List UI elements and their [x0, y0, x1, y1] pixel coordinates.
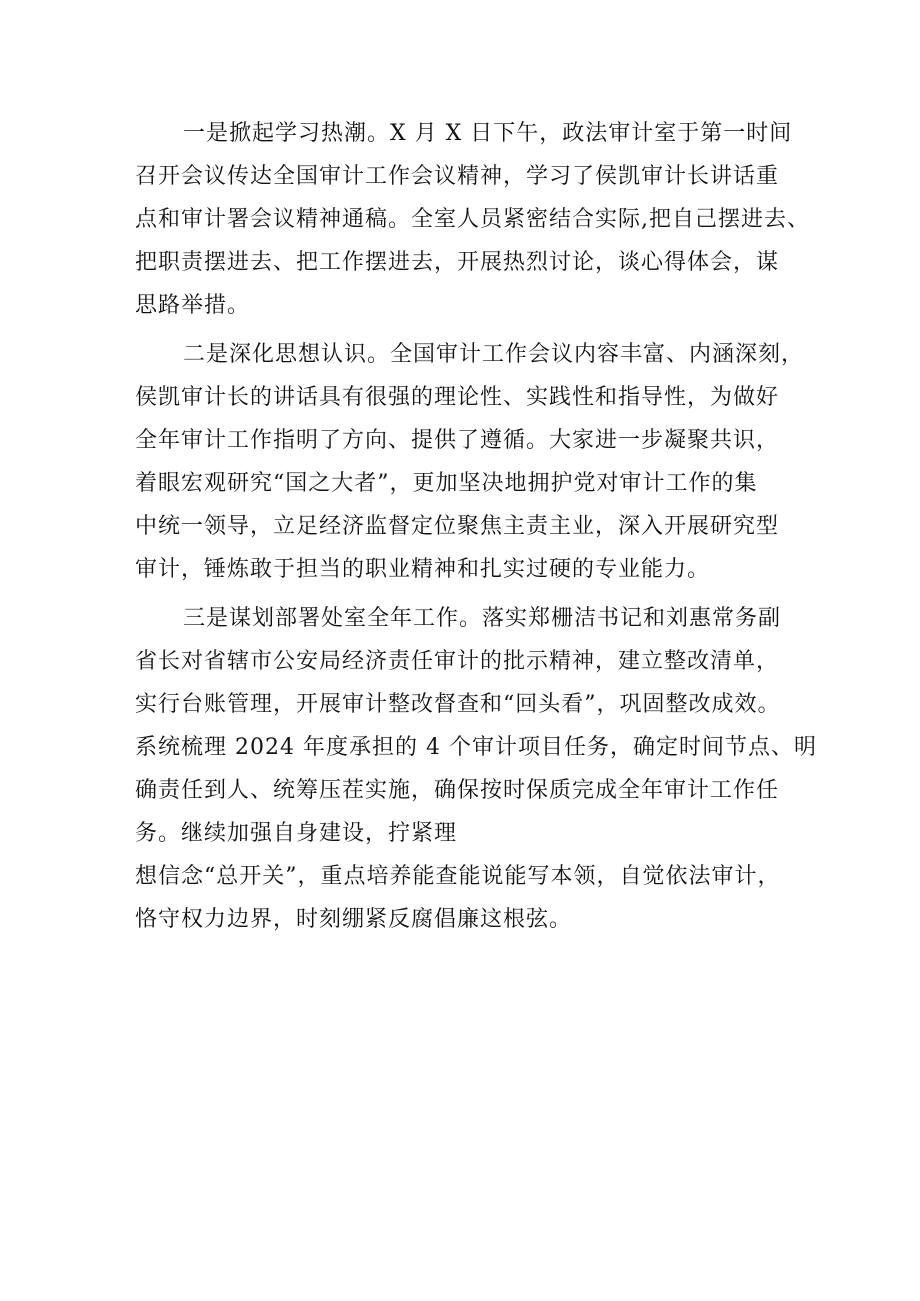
paragraph-line: 审计，锤炼敢于担当的职业精神和扎实过硬的专业能力。: [135, 557, 711, 582]
paragraph-3: [135, 597, 835, 941]
paragraph-line: 务。继续加强自身建设，拧紧理: [135, 821, 458, 846]
paragraph-line: 点和审计署会议精神通稿。全室人员紧密结合实际,把自己摆进去、: [135, 207, 810, 232]
paragraph-line: 中统一领导，立足经济监督定位聚焦主责主业，深入开展研究型: [135, 514, 780, 539]
paragraph-line: 三是谋划部署处室全年工作。落实郑栅洁书记和刘惠常务副: [183, 606, 782, 631]
paragraph-line: 着眼宏观研究“国之大者”，更加坚决地拥护党对审计工作的集: [135, 471, 758, 496]
paragraph-line: 思路举措。: [135, 293, 251, 318]
paragraph-line: 把职责摆进去、把工作摆进去，开展热烈讨论，谈心得体会，谋: [135, 250, 780, 275]
paragraph-1: [135, 112, 835, 327]
paragraph-line: 恪守权力边界，时刻绷紧反腐倡廉这根弦。: [135, 907, 573, 932]
paragraph-line: 一是掀起学习热潮。X 月 X 日下午，政法审计室于第一时间: [183, 121, 793, 146]
paragraph-2: [135, 333, 835, 591]
paragraph-line: 想信念“总开关”，重点培养能查能说能写本领，自觉依法审计，: [135, 864, 781, 889]
paragraph-line: 侯凯审计长的讲话具有很强的理论性、实践性和指导性，为做好: [135, 385, 780, 410]
paragraph-line: 省长对省辖市公安局经济责任审计的批示精神，建立整改清单，: [135, 649, 780, 674]
paragraph-line: 二是深化思想认识。全国审计工作会议内容丰富、内涵深刻，: [183, 342, 805, 367]
paragraph-line: 全年审计工作指明了方向、提供了遵循。大家进一步凝聚共识，: [135, 428, 780, 453]
paragraph-line: 实行台账管理，开展审计整改督查和“回头看”，巩固整改成效。: [135, 692, 781, 717]
document-body: [135, 112, 835, 941]
paragraph-line: 确责任到人、统筹压茬实施，确保按时保质完成全年审计工作任: [135, 778, 780, 803]
paragraph-line: 召开会议传达全国审计工作会议精神，学习了侯凯审计长讲话重: [135, 164, 780, 189]
paragraph-line: 系统梳理 2024 年度承担的 4 个审计项目任务，确定时间节点、明: [135, 735, 817, 760]
